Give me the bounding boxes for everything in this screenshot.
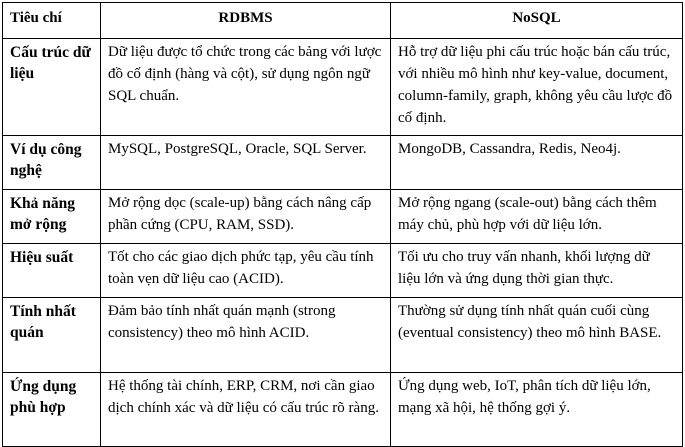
cell-nosql: Hỗ trợ dữ liệu phi cấu trúc hoặc bán cấu trúc, với nhiều mô hình như key-value, document, column-family, graph, không yêu cầu lược đồ cố định. — [391, 39, 683, 136]
cell-nosql: Tối ưu cho truy vấn nhanh, khối lượng dữ liệu lớn và ứng dụng thời gian thực. — [391, 244, 683, 298]
row-criterion: Khả năng mở rộng — [3, 190, 101, 244]
cell-nosql: Mở rộng ngang (scale-out) bằng cách thêm máy chủ, phù hợp với dữ liệu lớn. — [391, 190, 683, 244]
row-criterion: Tính nhất quán — [3, 298, 101, 373]
cell-rdbms: Tốt cho các giao dịch phức tạp, yêu cầu tính toàn vẹn dữ liệu cao (ACID). — [101, 244, 391, 298]
row-criterion: Cấu trúc dữ liệu — [3, 39, 101, 136]
cell-rdbms: Đảm bảo tính nhất quán mạnh (strong consistency) theo mô hình ACID. — [101, 298, 391, 373]
header-row — [3, 3, 683, 39]
comparison-table — [2, 2, 683, 447]
table-row — [3, 190, 683, 244]
cell-nosql: Ứng dụng web, IoT, phân tích dữ liệu lớn, mạng xã hội, hệ thống gợi ý. — [391, 373, 683, 447]
table-row — [3, 39, 683, 136]
table-row — [3, 373, 683, 447]
header-criterion: Tiêu chí — [3, 3, 101, 39]
table-row — [3, 298, 683, 373]
cell-rdbms: Mở rộng dọc (scale-up) bằng cách nâng cấp phần cứng (CPU, RAM, SSD). — [101, 190, 391, 244]
row-criterion: Ví dụ công nghệ — [3, 136, 101, 190]
table-row — [3, 244, 683, 298]
cell-nosql: Thường sử dụng tính nhất quán cuối cùng (eventual consistency) theo mô hình BASE. — [391, 298, 683, 373]
table-row — [3, 136, 683, 190]
header-nosql: NoSQL — [391, 3, 683, 39]
cell-nosql: MongoDB, Cassandra, Redis, Neo4j. — [391, 136, 683, 190]
cell-rdbms: MySQL, PostgreSQL, Oracle, SQL Server. — [101, 136, 391, 190]
cell-rdbms: Hệ thống tài chính, ERP, CRM, nơi cần giao dịch chính xác và dữ liệu có cấu trúc rõ ràng. — [101, 373, 391, 447]
row-criterion: Hiệu suất — [3, 244, 101, 298]
row-criterion: Ứng dụng phù hợp — [3, 373, 101, 447]
header-rdbms: RDBMS — [101, 3, 391, 39]
cell-rdbms: Dữ liệu được tổ chức trong các bảng với lược đồ cố định (hàng và cột), sử dụng ngôn ngữ SQL chuẩn. — [101, 39, 391, 136]
